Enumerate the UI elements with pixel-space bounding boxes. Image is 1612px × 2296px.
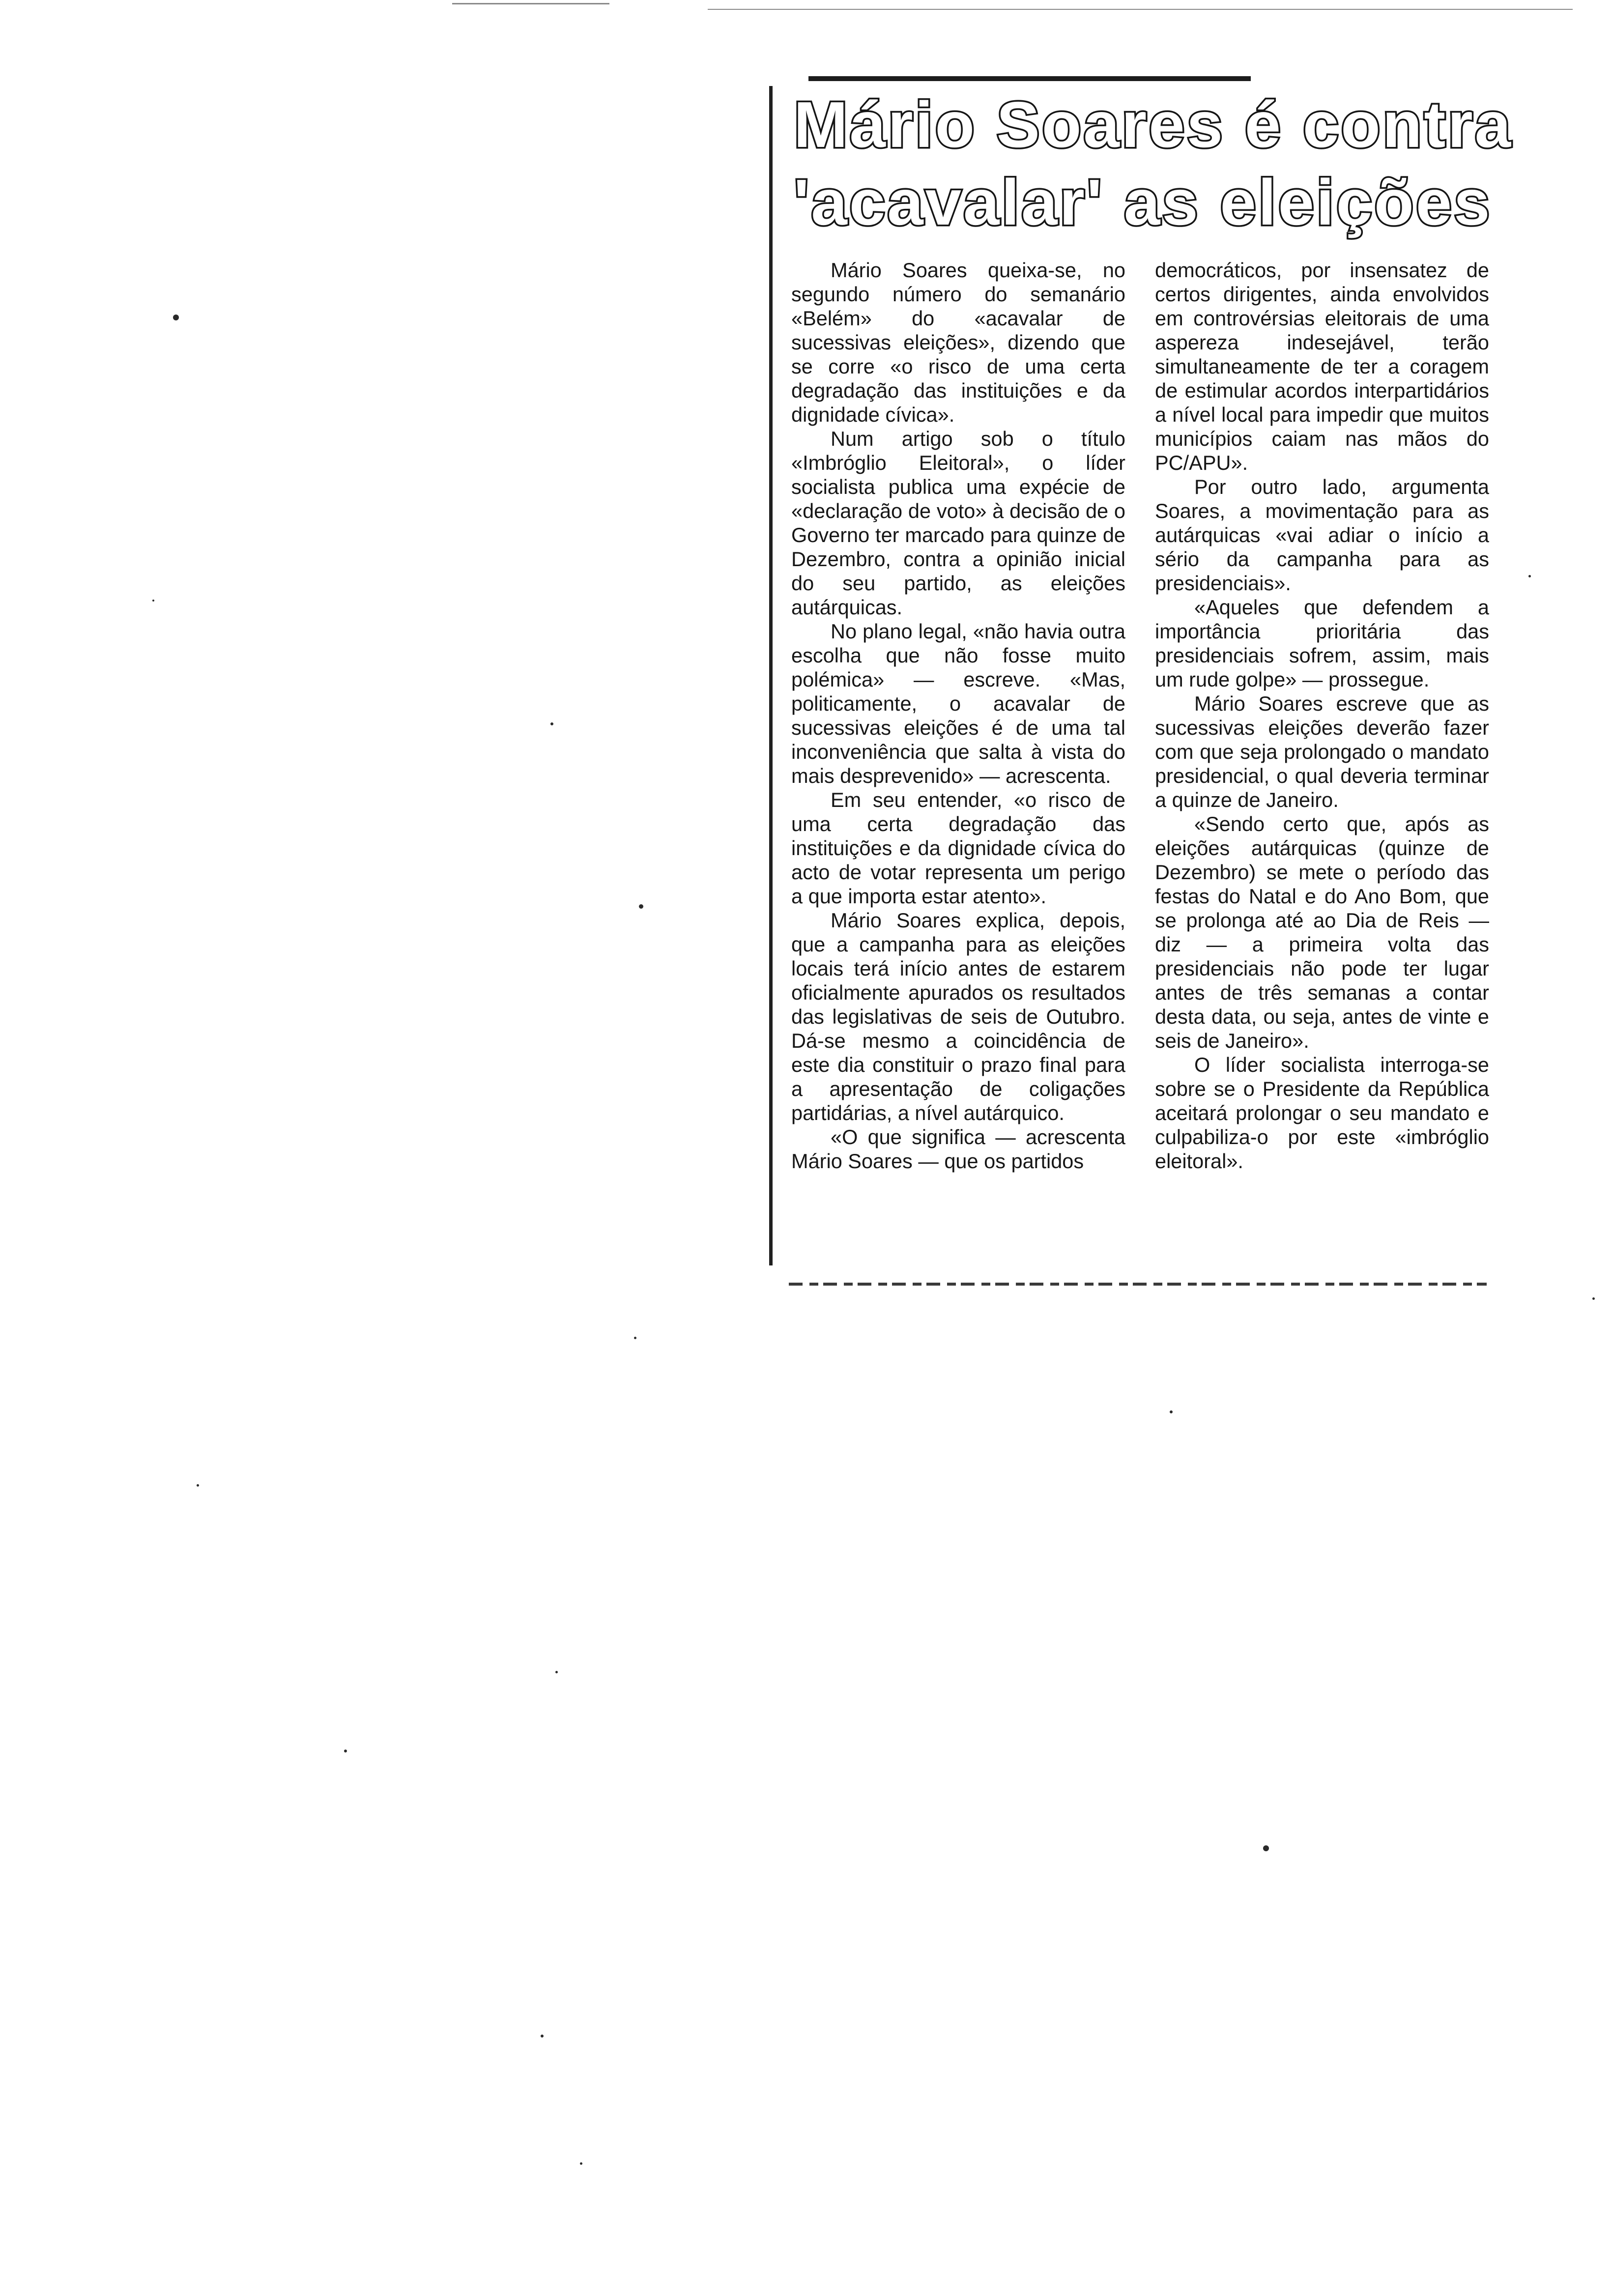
scan-speck [580, 2162, 582, 2165]
scan-speck [1592, 1297, 1595, 1300]
article-paragraph: Por outro lado, argumenta Soares, a movimentação para as autárquicas «vai adiar o início a sério da campanha para as presidenciais». [1155, 475, 1489, 595]
article-paragraph: O líder socialista interroga-se sobre se o Presidente da República aceitará prolongar o seu mandato e culpabiliza-o por este «imbróglio eleitoral». [1155, 1053, 1489, 1173]
scan-speck [1528, 575, 1531, 577]
article-body [791, 258, 1489, 1173]
newspaper-clipping [769, 76, 1513, 1290]
scan-speck [152, 600, 154, 602]
article-paragraph: «O que significa — acrescenta Mário Soares — que os partidos [791, 1125, 1125, 1173]
scan-speck [197, 1484, 199, 1487]
article-paragraph: «Aqueles que defendem a importância prioritária das presidenciais sofrem, assim, mais um rude golpe» — prossegue. [1155, 596, 1489, 691]
article-paragraph: «Sendo certo que, após as eleições autárquicas (quinze de Dezembro) se mete o período das festas do Natal e do Ano Bom, que se prolonga até ao Dia de Reis — diz — a primeira volta das presidenciais não pode ter lugar antes de três semanas a contar desta data, ou seja, antes de vinte e seis de Janeiro». [1155, 812, 1489, 1052]
scan-speck [639, 904, 643, 909]
clipping-bottom-border [789, 1283, 1487, 1286]
scan-speck [634, 1337, 636, 1339]
clipping-left-border [769, 86, 773, 1265]
scan-speck [1170, 1410, 1173, 1413]
headline-line-2: 'acavalar' as eleições [794, 166, 1492, 238]
article-paragraph: No plano legal, «não havia outra escolha que não fosse muito polémica» — escreve. «Mas, politicamente, o acavalar de sucessivas eleições é de uma tal inconveniência que salta à vista do mais desprevenido» — acrescenta. [791, 620, 1125, 787]
headline-line-1: Mário Soares é contra [794, 88, 1513, 161]
article-paragraph: Mário Soares explica, depois, que a campanha para as eleições locais terá início antes de estarem oficialmente apurados os resultados das legislativas de seis de Outubro. Dá-se mesmo a coincidência de este dia constituir o prazo final para a apresentação de coligações partidárias, a nível autárquico. [791, 909, 1125, 1124]
page-top-rule [708, 9, 1573, 10]
scan-speck [344, 1750, 347, 1752]
clipping-top-border [808, 76, 1251, 81]
scan-speck [550, 722, 553, 725]
article-column-right [1155, 258, 1489, 1173]
article-paragraph-continued: democráticos, por insensatez de certos dirigentes, ainda envolvidos em controvérsias eleitorais de uma aspereza indesejável, terão simultaneamente de ter a coragem de estimular acordos interpartidários a nível local para impedir que muitos municípios caiam nas mãos do PC/APU». [1155, 258, 1489, 474]
article-paragraph: Em seu entender, «o risco de uma certa degradação das instituições e da dignidade cívica do acto de votar representa um perigo a que importa estar atento». [791, 788, 1125, 908]
article-column-left [791, 258, 1125, 1173]
article-paragraph: Mário Soares queixa-se, no segundo número do semanário «Belém» do «acavalar de sucessivas eleições», dizendo que se corre «o risco de uma certa degradação das instituições e da dignidade cívica». [791, 258, 1125, 426]
scan-speck [555, 1671, 558, 1673]
scan-speck [173, 315, 179, 320]
article-paragraph: Mário Soares escreve que as sucessivas eleições deverão fazer com que seja prolongado o mandato presidencial, o qual deveria terminar a quinze de Janeiro. [1155, 692, 1489, 811]
article-headline [794, 86, 1513, 241]
page-top-rule [452, 3, 609, 4]
article-paragraph: Num artigo sob o título «Imbróglio Eleitoral», o líder socialista publica uma expécie de «declaração de voto» à decisão de o Governo ter marcado para quinze de Dezembro, contra a opinião inicial do seu partido, as eleições autárquicas. [791, 427, 1125, 619]
scan-speck [1263, 1845, 1269, 1851]
scan-speck [541, 2035, 544, 2038]
